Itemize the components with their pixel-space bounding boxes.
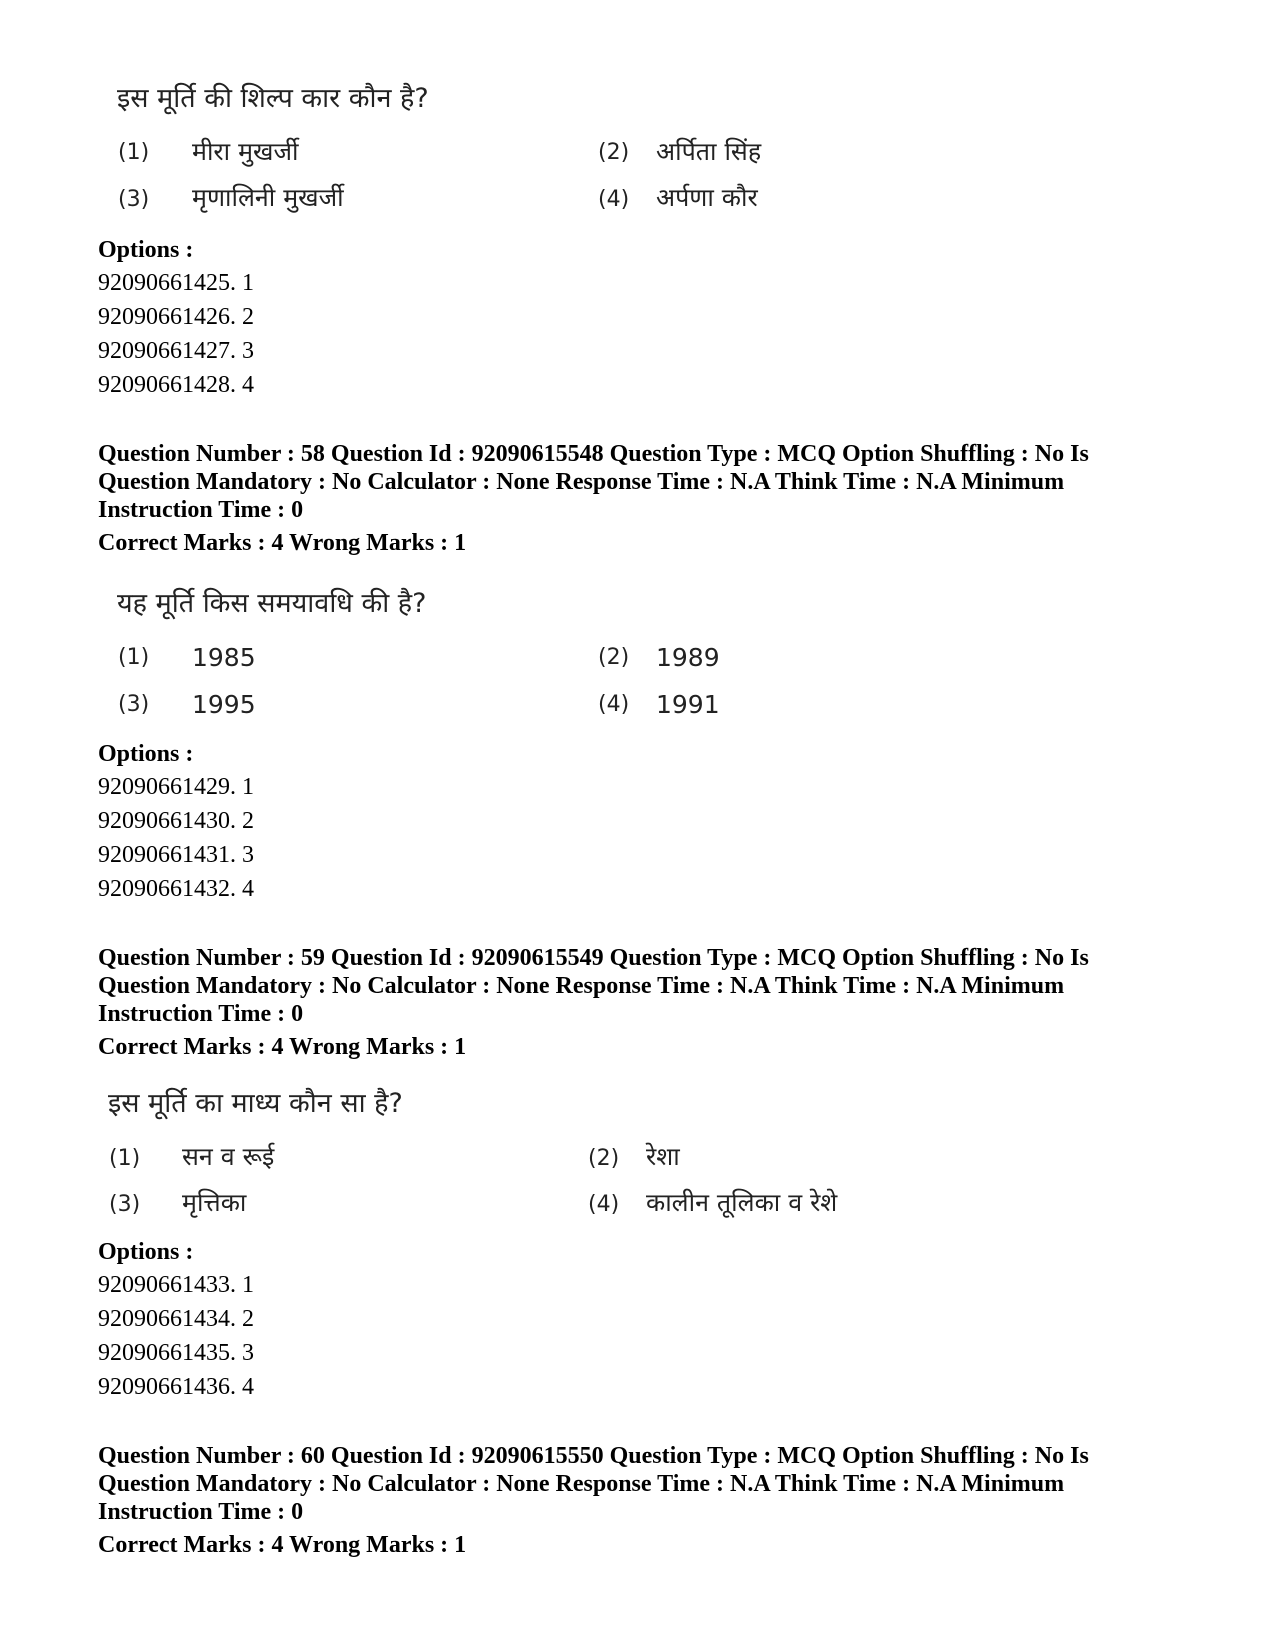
q60-meta: Question Number : 60 Question Id : 92090615550 Question Type : MCQ Option Shuffling : No Is Question Mandatory : No Calculator : None Response Time : N.A Think Time : N.A Minimum Instruction Time : 0 bbox=[98, 1443, 1089, 1525]
q57-choice-1-num: (1) bbox=[118, 140, 150, 165]
q58-option-id-3: 92090661431. 3 bbox=[98, 842, 254, 868]
q58-choice-2-num: (2) bbox=[598, 645, 630, 670]
q60-marks: Correct Marks : 4 Wrong Marks : 1 bbox=[98, 1532, 467, 1558]
q57-choice-3-text: मृणालिनी मुखर्जी bbox=[192, 183, 344, 212]
q57-choice-1-text: मीरा मुखर्जी bbox=[192, 137, 299, 166]
question-58-text: यह मूर्ति किस समयावधि की है? bbox=[117, 588, 427, 619]
q58-choice-1-text: 1985 bbox=[192, 643, 256, 672]
q59-choice-4-text: कालीन तूलिका व रेशे bbox=[646, 1188, 838, 1217]
q57-option-id-3: 92090661427. 3 bbox=[98, 338, 254, 364]
q59-meta: Question Number : 59 Question Id : 92090615549 Question Type : MCQ Option Shuffling : No Is Question Mandatory : No Calculator : None Response Time : N.A Think Time : N.A Minimum Instruction Time : 0 bbox=[98, 945, 1089, 1027]
q57-option-id-2: 92090661426. 2 bbox=[98, 304, 254, 330]
q58-option-id-1: 92090661429. 1 bbox=[98, 774, 254, 800]
q59-option-id-2: 92090661434. 2 bbox=[98, 1306, 254, 1332]
q57-choice-3-num: (3) bbox=[118, 187, 150, 212]
q59-choice-1-text: सन व रूई bbox=[182, 1142, 275, 1171]
q59-marks: Correct Marks : 4 Wrong Marks : 1 bbox=[98, 1034, 467, 1060]
q57-option-id-1: 92090661425. 1 bbox=[98, 270, 254, 296]
question-59-text: इस मूर्ति का माध्य कौन सा है? bbox=[108, 1088, 403, 1119]
q58-marks: Correct Marks : 4 Wrong Marks : 1 bbox=[98, 530, 467, 556]
q57-choice-2-num: (2) bbox=[598, 140, 630, 165]
q59-choice-3-num: (3) bbox=[109, 1192, 141, 1217]
q58-choice-1-num: (1) bbox=[118, 645, 150, 670]
q59-option-id-1: 92090661433. 1 bbox=[98, 1272, 254, 1298]
q59-option-id-4: 92090661436. 4 bbox=[98, 1374, 254, 1400]
q58-choice-3-text: 1995 bbox=[192, 690, 256, 719]
q57-options-label: Options : bbox=[98, 237, 194, 263]
q58-option-id-4: 92090661432. 4 bbox=[98, 876, 254, 902]
q59-options-label: Options : bbox=[98, 1239, 194, 1265]
q58-options-label: Options : bbox=[98, 741, 194, 767]
q57-option-id-4: 92090661428. 4 bbox=[98, 372, 254, 398]
q57-choice-2-text: अर्पिता सिंह bbox=[656, 137, 762, 166]
q58-choice-3-num: (3) bbox=[118, 692, 150, 717]
q59-choice-3-text: मृत्तिका bbox=[182, 1188, 247, 1217]
q59-option-id-3: 92090661435. 3 bbox=[98, 1340, 254, 1366]
q59-choice-4-num: (4) bbox=[588, 1192, 620, 1217]
q58-choice-4-num: (4) bbox=[598, 692, 630, 717]
q58-meta: Question Number : 58 Question Id : 92090615548 Question Type : MCQ Option Shuffling : No Is Question Mandatory : No Calculator : None Response Time : N.A Think Time : N.A Minimum Instruction Time : 0 bbox=[98, 441, 1089, 523]
q59-choice-1-num: (1) bbox=[109, 1146, 141, 1171]
q59-choice-2-num: (2) bbox=[588, 1146, 620, 1171]
q58-choice-2-text: 1989 bbox=[656, 643, 720, 672]
question-57-text: इस मूर्ति की शिल्प कार कौन है? bbox=[117, 83, 429, 114]
q59-choice-2-text: रेशा bbox=[646, 1142, 680, 1171]
q58-choice-4-text: 1991 bbox=[656, 690, 720, 719]
q57-choice-4-num: (4) bbox=[598, 187, 630, 212]
q58-option-id-2: 92090661430. 2 bbox=[98, 808, 254, 834]
q57-choice-4-text: अर्पणा कौर bbox=[656, 183, 758, 212]
